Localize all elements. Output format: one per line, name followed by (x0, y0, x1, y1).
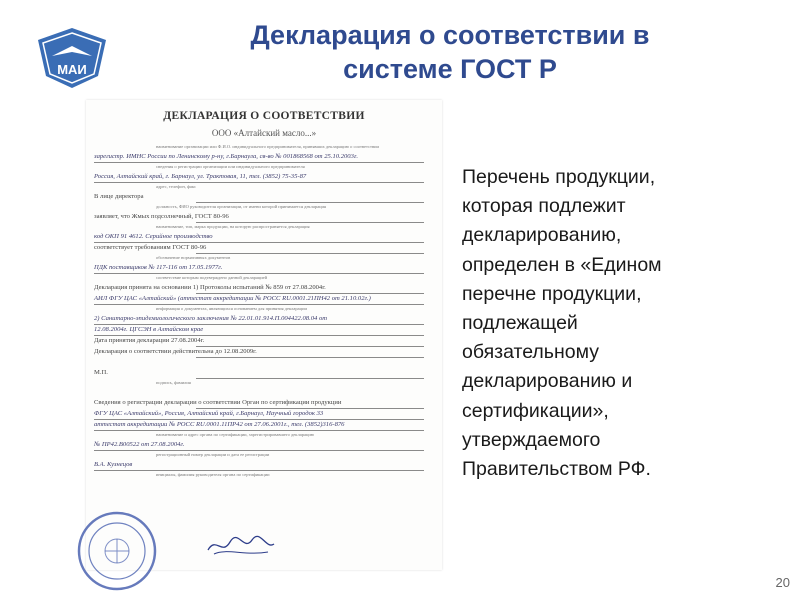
document-row: наименование, тип, марка продукции, на которую распространяется декларация (156, 224, 310, 229)
document-rule (196, 202, 424, 203)
document-row: аттестат аккредитации № РОСС RU.0001.11ПР42 от 27.06.2001г., тел. (3852)316-876 (94, 421, 345, 428)
document-row: соответствует требованиям ГОСТ 80-96 (94, 244, 207, 251)
page-number: 20 (775, 575, 790, 590)
declaration-document (86, 100, 442, 570)
paragraph-line: обязательному (462, 341, 599, 364)
paragraph-line: утверждаемого (462, 428, 601, 451)
document-row: регистрационный номер декларации и дата ее регистрации (156, 452, 270, 457)
document-row: АИЛ ФГУ ЦАС «Алтайский» (аттестат аккредитации № РОСС RU.0001.21ПН42 от 21.10.02г.) (94, 295, 371, 302)
document-rule (196, 253, 424, 254)
document-rule (94, 273, 424, 274)
document-rule (196, 222, 424, 223)
document-row: инициалы, фамилия руководителя органа по сертификации (156, 472, 270, 477)
slide-title (190, 18, 710, 86)
document-row: 12.08.2004г. ЦГСЭН в Алтайском крае (94, 326, 204, 333)
document-row: код ОКП 91 4612. Серийное производство (94, 233, 213, 240)
document-rule (196, 408, 424, 409)
paragraph-line: Правительством РФ. (462, 458, 651, 481)
document-row: ФГУ ЦАС «Алтайский», Россия, Алтайский край, г.Барнаул, Научный городок 33 (94, 410, 324, 417)
document-rule (94, 335, 424, 336)
document-rule (94, 419, 424, 420)
title-line-2: системе ГОСТ Р (343, 54, 557, 84)
logo-text: МАИ (57, 62, 87, 77)
seal-stamp (74, 508, 160, 594)
signature (206, 532, 276, 558)
document-row: Декларация принята на основании 1) Протоколы испытаний № 859 от 27.08.2004г. (94, 284, 326, 291)
document-row: В лице директора (94, 193, 144, 200)
document-row: соответствие которым подтверждено данной декларацией (156, 275, 268, 280)
document-row: зарегистр. ИМНС России по Ленинскому р-ну, г.Барнаула, св-во № 001868568 от 25.10.2003г. (94, 153, 359, 160)
document-row: заявляет, что Жмых подсолнечный, ГОСТ 80-96 (94, 213, 229, 220)
document-rule (196, 346, 424, 347)
document-org: ООО «Алтайский масло...» (211, 128, 317, 138)
paragraph-line: перечне продукции, (462, 282, 642, 305)
mai-logo (34, 26, 110, 90)
paragraph-line: сертификации», (462, 399, 609, 422)
document-rule (94, 242, 424, 243)
document-row: 2) Санитарно-эпидемиологического заключения № 22.01.01.914.П.004422.08.04 от (94, 315, 328, 322)
paragraph-line: декларированию, (462, 224, 622, 247)
document-heading: ДЕКЛАРАЦИЯ О СООТВЕТСТВИИ (163, 110, 365, 122)
document-row: М.П. (94, 369, 108, 376)
document-rule (94, 450, 424, 451)
document-row: наименование и адрес органа по сертификации, зарегистрировавшего декларацию (156, 432, 315, 437)
description-paragraph (462, 163, 782, 484)
document-rule (196, 378, 424, 379)
document-rule (94, 162, 424, 163)
document-rule (94, 304, 424, 305)
document-rule (196, 357, 424, 358)
paragraph-line: определен в «Едином (462, 253, 662, 276)
document-rule (196, 293, 424, 294)
document-row: Сведения о регистрации декларации о соответствии Орган по сертификации продукции (94, 399, 342, 406)
document-row: подпись, фамилия (156, 380, 191, 385)
document-rule (94, 182, 424, 183)
document-row: информация о документах, являющихся основанием для принятия декларации (156, 306, 307, 311)
document-row: Декларация о соответствии действительна до 12.08.2009г. (94, 348, 257, 355)
document-row: ПДК поставщиков № 117-116 от 17.05.1977г. (94, 264, 223, 271)
paragraph-line: подлежащей (462, 312, 578, 335)
document-rule (94, 430, 424, 431)
document-rule (94, 324, 424, 325)
document-row: Россия, Алтайский край, г. Барнаул, ул. Трактовая, 11, тел. (3852) 75-35-87 (94, 173, 307, 180)
document-row: адрес, телефон, факс (156, 184, 196, 189)
document-row: № ПР42.В00522 от 27.08.2004г. (94, 441, 185, 448)
paragraph-line: декларированию и (462, 370, 633, 393)
document-row: Дата принятия декларации 27.08.2004г. (94, 337, 205, 344)
paragraph-line: которая подлежит (462, 195, 626, 218)
document-row: должность, ФИО руководителя организации, от имени которой принимается декларация (156, 204, 326, 209)
document-row: наименование организации или Ф.И.О. индивидуального предпринимателя, принявших декларацию о соответствии (156, 144, 379, 149)
document-row: обозначение нормативных документов (156, 255, 231, 260)
document-rule (94, 470, 424, 471)
paragraph-line: Перечень продукции, (462, 166, 656, 188)
document-row: сведения о регистрации организации или индивидуального предпринимателя (156, 164, 305, 169)
document-row: В.А. Кузнецов (94, 461, 133, 468)
logo-shield-shape (38, 28, 106, 88)
title-line-1: Декларация о соответствии в (250, 20, 650, 50)
